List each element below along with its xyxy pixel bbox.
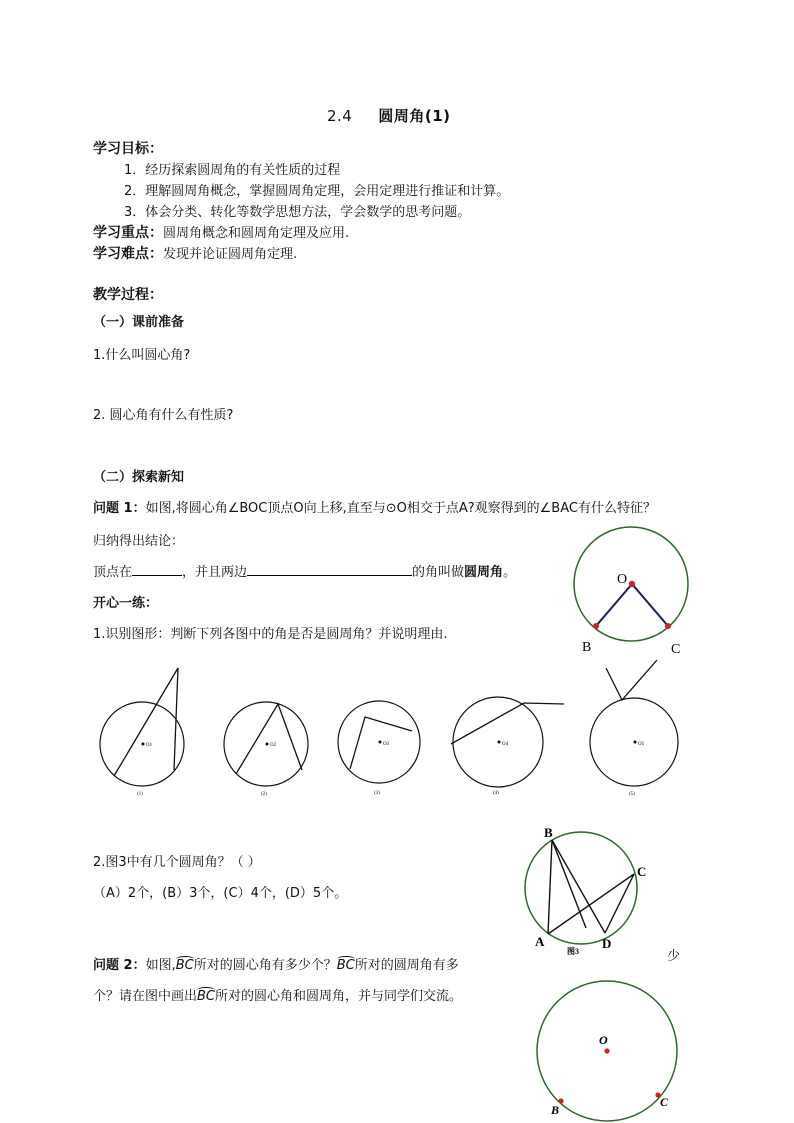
definition-term: 圆周角 bbox=[464, 565, 504, 580]
label-a: A bbox=[535, 934, 545, 949]
problem-2-label: 问题 2： bbox=[93, 958, 146, 973]
label-o4: O4 bbox=[502, 742, 509, 747]
point-b bbox=[558, 1098, 563, 1103]
chord-cd bbox=[605, 874, 634, 933]
difficulty-label: 学习难点： bbox=[93, 246, 163, 262]
label-o5: O5 bbox=[638, 742, 645, 747]
point-c bbox=[665, 623, 671, 629]
center-dot bbox=[379, 741, 382, 744]
difficulty bbox=[93, 243, 297, 263]
figure-central-angle bbox=[560, 520, 700, 660]
center-dot bbox=[634, 741, 637, 744]
label-d: D bbox=[602, 936, 612, 951]
key-point-label: 学习重点： bbox=[93, 225, 163, 241]
label-b: B bbox=[551, 1103, 560, 1117]
label-b: B bbox=[582, 640, 592, 655]
section1-heading: （一）课前准备 bbox=[93, 315, 185, 330]
center-dot bbox=[266, 743, 269, 746]
center-dot bbox=[142, 743, 145, 746]
practice-heading: 开心一练： bbox=[93, 596, 159, 611]
arc-bc: BC bbox=[175, 958, 194, 973]
key-point-text: 圆周角概念和圆周角定理及应用. bbox=[163, 226, 350, 241]
arc-bc: BC bbox=[197, 989, 216, 1004]
caption-2: (2) bbox=[261, 792, 267, 797]
caption-1: (1) bbox=[137, 792, 143, 797]
angle-2 bbox=[236, 704, 302, 774]
label-c: C bbox=[637, 864, 647, 879]
angle-1 bbox=[114, 668, 178, 776]
objective-item: 2．理解圆周角概念，掌握圆周角定理，会用定理进行推证和计算。 bbox=[124, 184, 510, 199]
caption-fig3: 图3 bbox=[567, 947, 579, 956]
page-title bbox=[327, 105, 451, 126]
segment-ob bbox=[596, 584, 632, 626]
caption-4: (4) bbox=[493, 791, 499, 796]
exercise-2: 2.图3中有几个圆周角？（ ） bbox=[93, 855, 261, 870]
blank-sides[interactable] bbox=[247, 563, 412, 576]
definition-part2: ，并且两边 bbox=[182, 565, 248, 580]
label-o: O bbox=[617, 572, 628, 587]
problem-1 bbox=[93, 497, 656, 516]
chord-bd bbox=[552, 840, 605, 933]
stray-char: 少 bbox=[667, 949, 681, 964]
conclusion-label: 归纳得出结论： bbox=[93, 534, 185, 549]
difficulty-text: 发现并论证圆周角定理. bbox=[163, 247, 298, 262]
label-b: B bbox=[544, 825, 553, 840]
circle-fig3 bbox=[525, 832, 637, 944]
angle-5 bbox=[606, 660, 657, 700]
definition-part1: 顶点在 bbox=[93, 565, 133, 580]
definition bbox=[93, 561, 516, 580]
definition-end: 。 bbox=[503, 565, 517, 580]
point-b bbox=[593, 623, 599, 629]
label-o2: O2 bbox=[270, 743, 277, 748]
figure-4 bbox=[451, 697, 564, 796]
title-text: 圆周角(1) bbox=[378, 107, 451, 125]
center-dot bbox=[498, 741, 501, 744]
figure-1 bbox=[100, 668, 184, 797]
title-number: 2.4 bbox=[327, 107, 353, 125]
problem-1-label: 问题 1： bbox=[93, 501, 146, 516]
problem-1-text: 如图,将圆心角∠BOC顶点O向上移,直至与⊙O相交于点A?观察得到的∠BAC有什么特征？ bbox=[145, 501, 656, 516]
figure-row-circles bbox=[90, 660, 690, 802]
label-c: C bbox=[660, 1095, 669, 1109]
problem-2-text: 所对的圆心角和圆周角，并与同学们交流。 bbox=[215, 989, 463, 1004]
objective-item: 3．体会分类、转化等数学思想方法，学会数学的思考问题。 bbox=[124, 205, 471, 220]
figure-5 bbox=[590, 660, 678, 797]
chord-ac bbox=[548, 874, 634, 934]
label-c: C bbox=[671, 642, 681, 657]
blank-vertex[interactable] bbox=[132, 563, 182, 576]
figure-3-diagram bbox=[520, 822, 660, 956]
objectives-heading: 学习目标： bbox=[93, 141, 163, 157]
caption-3: (3) bbox=[374, 791, 380, 796]
problem-2-line2 bbox=[93, 985, 462, 1004]
caption-5: (5) bbox=[629, 792, 635, 797]
figure-problem-2 bbox=[530, 975, 690, 1118]
problem-2-text: 个？请在图中画出 bbox=[93, 989, 198, 1004]
label-o3: O3 bbox=[383, 742, 390, 747]
figure-2 bbox=[224, 702, 308, 797]
problem-2-text: 如图, bbox=[145, 958, 176, 973]
question-2: 2. 圆心角有什么有性质? bbox=[93, 408, 234, 423]
chord-ab bbox=[548, 840, 552, 934]
exercise-2-choices: （A）2个，(B）3个，(C）4个，(D）5个。 bbox=[93, 886, 348, 901]
point-o bbox=[629, 581, 635, 587]
figure-3 bbox=[338, 701, 420, 796]
problem-2-line1 bbox=[93, 954, 459, 973]
process-heading: 教学过程： bbox=[93, 287, 163, 303]
segment-oc bbox=[632, 584, 668, 626]
point-o bbox=[604, 1048, 609, 1053]
label-o: O bbox=[599, 1033, 608, 1047]
key-point bbox=[93, 222, 349, 242]
objective-item: 1．经历探索圆周角的有关性质的过程 bbox=[124, 163, 341, 178]
exercise-1: 1.识别图形：判断下列各图中的角是否是圆周角？并说明理由. bbox=[93, 627, 448, 642]
problem-2-text: 所对的圆周角有多 bbox=[354, 958, 459, 973]
definition-part3: 的角叫做 bbox=[412, 565, 465, 580]
question-1: 1.什么叫圆心角? bbox=[93, 348, 191, 363]
chord-b-inner bbox=[552, 840, 586, 928]
problem-2-text: 所对的圆心角有多少个？ bbox=[193, 958, 337, 973]
arc-bc: BC bbox=[336, 958, 355, 973]
section2-heading: （二）探索新知 bbox=[93, 470, 185, 485]
label-o1: O1 bbox=[146, 743, 153, 748]
